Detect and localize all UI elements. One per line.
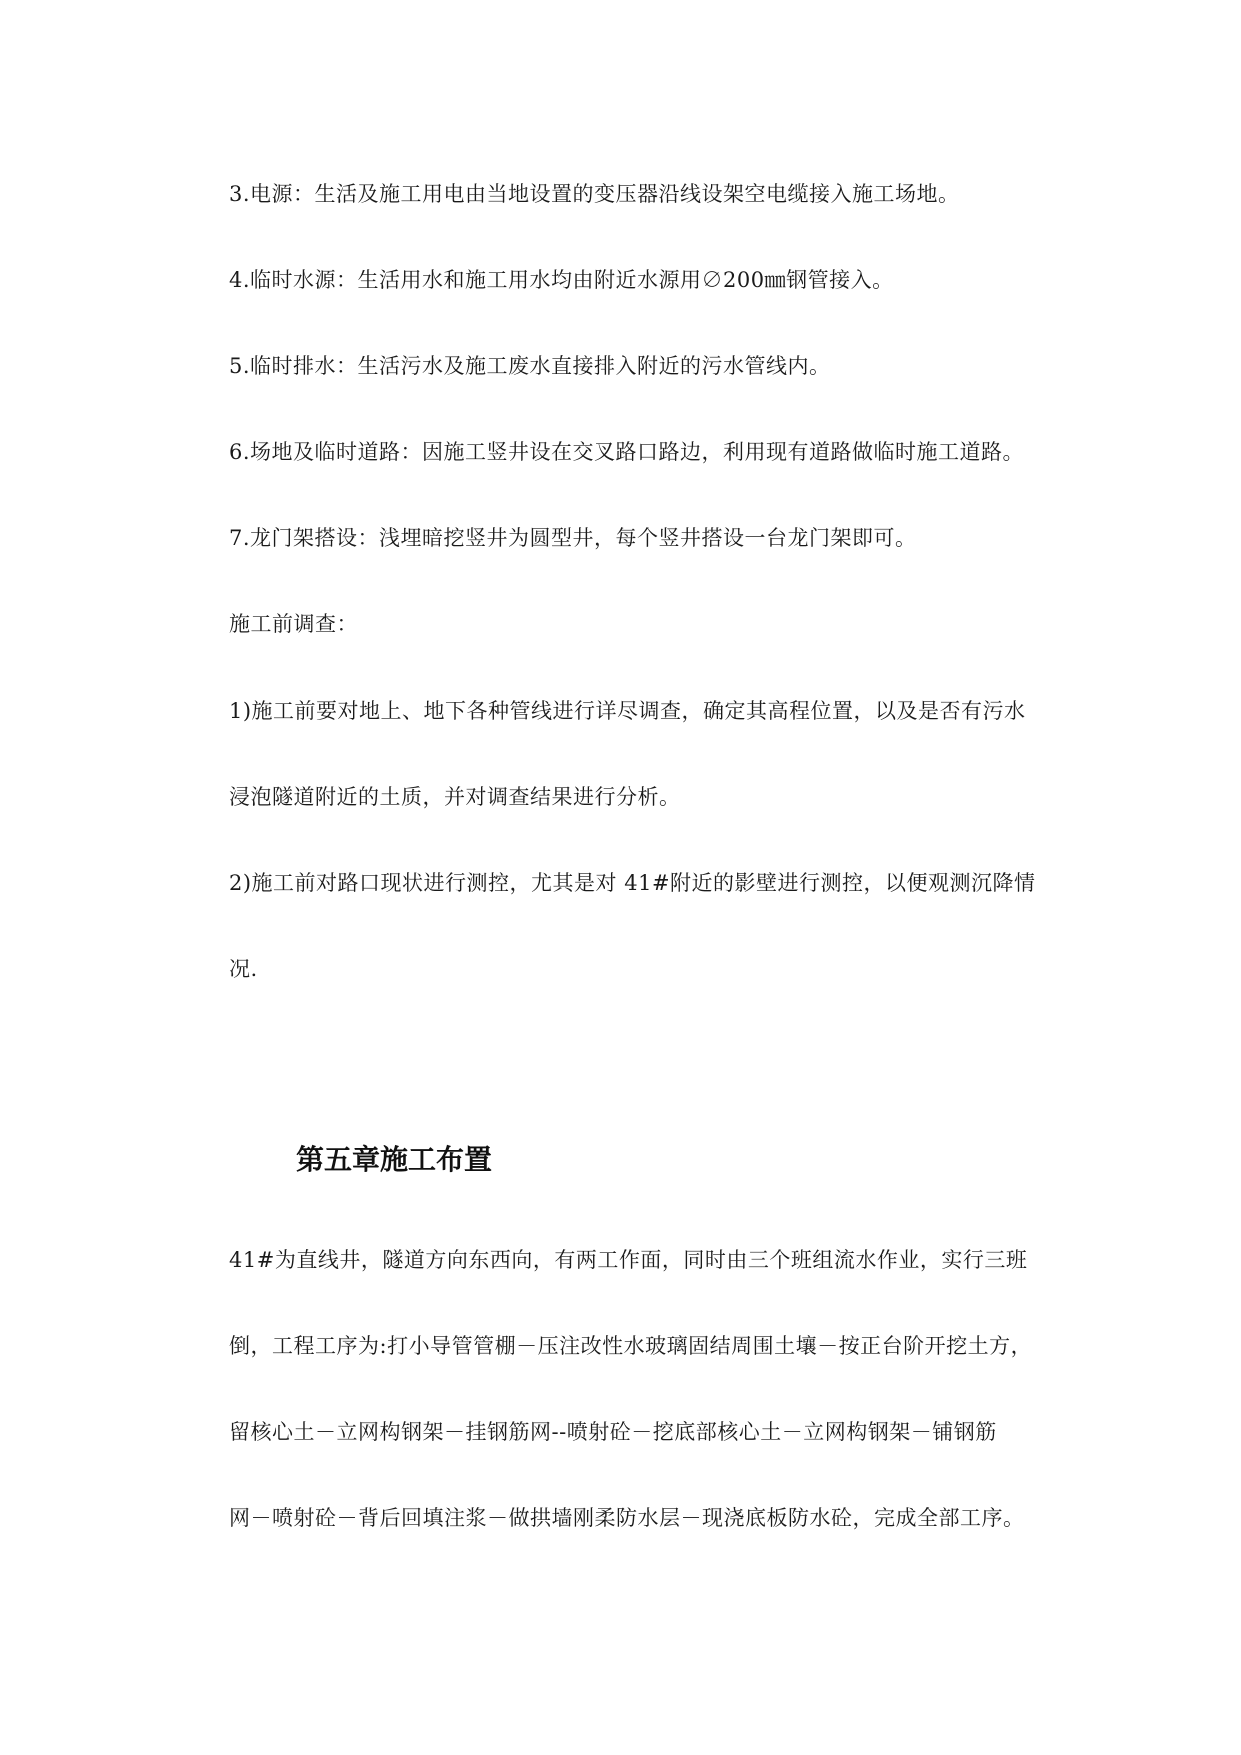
chapter-line-3: 留核心土－立网构钢架－挂钢筋网--喷射砼－挖底部核心土－立网构钢架－铺钢筋 bbox=[229, 1420, 997, 1444]
chapter-line-4: 网－喷射砼－背后回填注浆－做拱墙刚柔防水层－现浇底板防水砼，完成全部工序。 bbox=[229, 1506, 1025, 1530]
paragraph-water-supply: 4.临时水源：生活用水和施工用水均由附近水源用∅200㎜钢管接入。 bbox=[229, 268, 894, 292]
survey-item-2-line-1: 2)施工前对路口现状进行测控，尤其是对 41#附近的影壁进行测控，以便观测沉降情 bbox=[229, 871, 1036, 895]
chapter-line-2: 倒，工程工序为:打小导管管棚－压注改性水玻璃固结周围土壤－按正台阶开挖土方， bbox=[229, 1334, 1033, 1358]
survey-item-2-line-2: 况. bbox=[229, 957, 258, 981]
paragraph-site-roads: 6.场地及临时道路：因施工竖井设在交叉路口路边，利用现有道路做临时施工道路。 bbox=[229, 440, 1025, 464]
paragraph-gantry-crane: 7.龙门架搭设：浅埋暗挖竖井为圆型井，每个竖井搭设一台龙门架即可。 bbox=[229, 526, 917, 550]
survey-title: 施工前调查： bbox=[229, 612, 358, 636]
chapter-title: 第五章施工布置 bbox=[296, 1143, 493, 1176]
paragraph-power-supply: 3.电源：生活及施工用电由当地设置的变压器沿线设架空电缆接入施工场地。 bbox=[229, 182, 960, 206]
survey-item-1-line-1: 1)施工前要对地上、地下各种管线进行详尽调查，确定其高程位置，以及是否有污水 bbox=[229, 699, 1026, 723]
chapter-line-1: 41#为直线井，隧道方向东西向，有两工作面，同时由三个班组流水作业，实行三班 bbox=[229, 1248, 1028, 1272]
paragraph-drainage: 5.临时排水：生活污水及施工废水直接排入附近的污水管线内。 bbox=[229, 354, 831, 378]
survey-item-1-line-2: 浸泡隧道附近的土质，并对调查结果进行分析。 bbox=[229, 785, 681, 809]
